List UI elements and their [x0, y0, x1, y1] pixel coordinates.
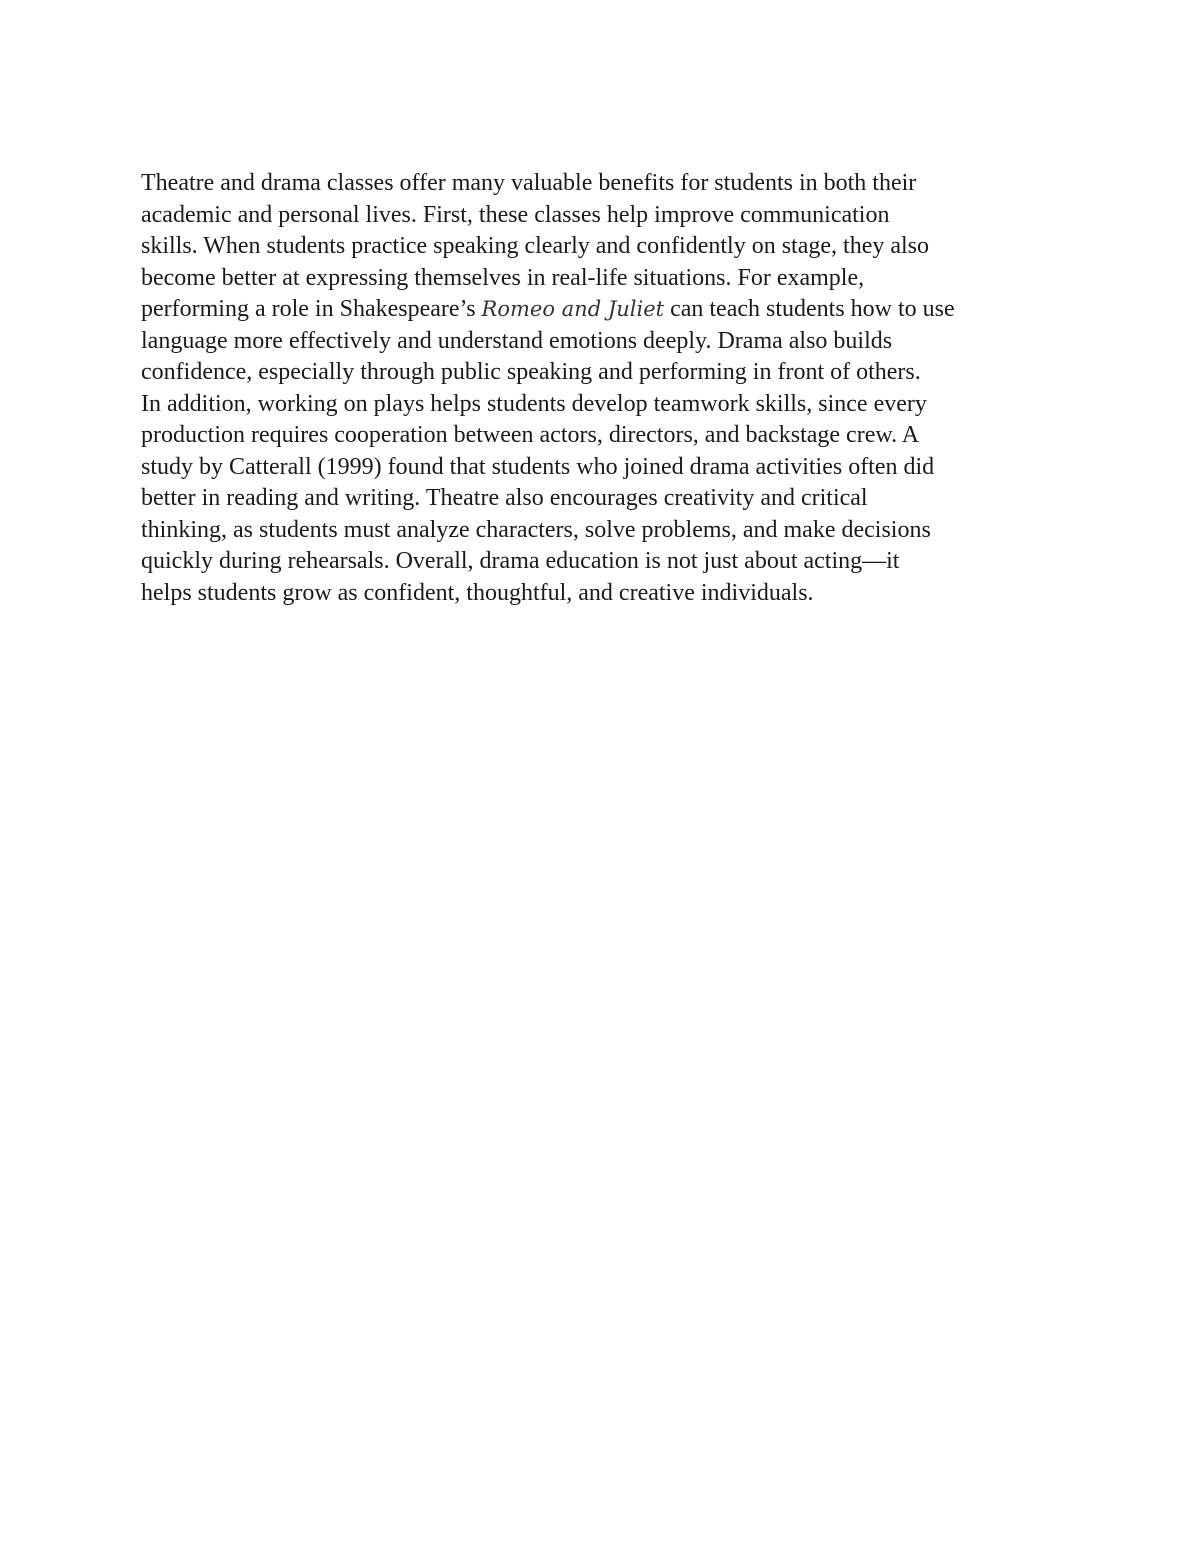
- paragraph-line-2: academic and personal lives. First, these classes help improve communication: [141, 201, 890, 228]
- line-5-text-before: performing a role in Shakespeare’s: [141, 296, 482, 322]
- paragraph-line-5: [141, 294, 1071, 326]
- line-5-text-after: can teach students how to use: [664, 296, 955, 322]
- paragraph-line-3: skills. When students practice speaking clearly and confidently on stage, they also: [141, 233, 930, 259]
- paragraph-line-9: production requires cooperation between actors, directors, and backstage crew. A: [141, 422, 920, 448]
- paragraph-line-7: confidence, especially through public speaking and performing in front of others.: [141, 359, 921, 385]
- paragraph-line-8: In addition, working on plays helps students develop teamwork skills, since every: [141, 390, 927, 417]
- paragraph-line-13: quickly during rehearsals. Overall, drama education is not just about acting—it: [141, 548, 900, 574]
- body-paragraph: [141, 168, 1071, 609]
- work-title-italic: Romeo and Juliet: [481, 297, 665, 321]
- paragraph-line-14: helps students grow as confident, thoughtful, and creative individuals.: [141, 579, 814, 606]
- paragraph-line-1: Theatre and drama classes offer many valuable benefits for students in both their: [141, 170, 917, 196]
- paragraph-line-12: thinking, as students must analyze characters, solve problems, and make decisions: [141, 516, 931, 543]
- paragraph-line-4: become better at expressing themselves in real-life situations. For example,: [141, 264, 865, 291]
- paragraph-line-11: better in reading and writing. Theatre also encourages creativity and critical: [141, 485, 868, 511]
- paragraph-line-10: study by Catterall (1999) found that students who joined drama activities often did: [141, 453, 935, 480]
- paragraph-line-6: language more effectively and understand emotions deeply. Drama also builds: [141, 327, 893, 354]
